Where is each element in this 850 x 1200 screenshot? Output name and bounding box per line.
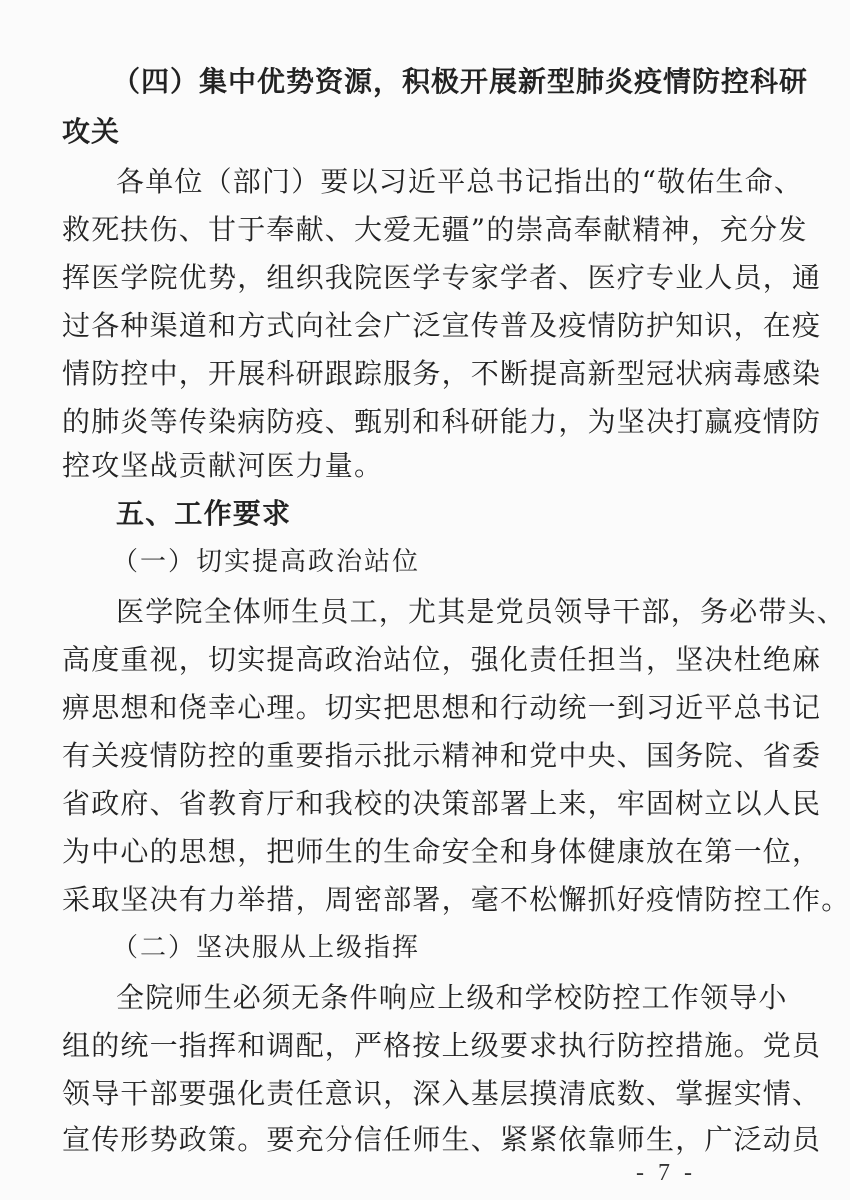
- section4-para-line1: 各单位（部门）要以习近平总书记指出的“敬佑生命、: [116, 165, 804, 198]
- section4-heading-line2: 攻关: [62, 115, 121, 148]
- section4-heading-line1: （四）集中优势资源，积极开展新型肺炎疫情防控科研: [112, 65, 809, 98]
- section4-para-line4: 过各种渠道和方式向社会广泛宣传普及疫情防护知识，在疫: [62, 309, 822, 342]
- section4-para-line2: 救死扶伤、甘于奉献、大爱无疆”的崇高奉献精神，充分发: [62, 213, 808, 246]
- section5-para1-line4: 有关疫情防控的重要指示批示精神和党中央、国务院、省委: [62, 739, 822, 772]
- section5-para1-line3: 痹思想和侥幸心理。切实把思想和行动统一到习近平总书记: [62, 691, 822, 724]
- section5-para1-line5: 省政府、省教育厅和我校的决策部署上来，牢固树立以人民: [62, 787, 822, 820]
- section5-para2-line3: 领导干部要强化责任意识，深入基层摸清底数、掌握实情、: [62, 1077, 822, 1110]
- section4-para-line5: 情防控中，开展科研跟踪服务，不断提高新型冠状病毒感染: [62, 357, 822, 390]
- section5-para2-line4: 宣传形势政策。要充分信任师生、紧紧依靠师生，广泛动员: [62, 1123, 822, 1156]
- section5-sub1: （一）切实提高政治站位: [112, 547, 421, 577]
- section5-para1-line2: 高度重视，切实提高政治站位，强化责任担当，坚决杜绝麻: [62, 643, 822, 676]
- section5-para1-line1: 医学院全体师生员工，尤其是党员领导干部，务必带头、: [116, 595, 847, 628]
- section5-para2-line1: 全院师生必须无条件响应上级和学校防控工作领导小: [116, 981, 788, 1014]
- section4-para-line6: 的肺炎等传染病防疫、甄别和科研能力，为坚决打赢疫情防: [62, 405, 822, 438]
- section5-para2-line2: 组的统一指挥和调配，严格按上级要求执行防控措施。党员: [62, 1029, 822, 1062]
- section4-para-line7: 控攻坚战贡献河医力量。: [62, 449, 384, 482]
- section5-title: 五、工作要求: [116, 497, 292, 530]
- section5-para1-line6: 为中心的思想，把师生的生命安全和身体健康放在第一位，: [62, 835, 822, 868]
- section4-para-line3: 挥医学院优势，组织我院医学专家学者、医疗专业人员，通: [62, 261, 822, 294]
- section5-sub2: （二）坚决服从上级指挥: [112, 933, 421, 963]
- section5-para1-line7: 采取坚决有力举措，周密部署，毫不松懈抓好疫情防控工作。: [62, 883, 850, 916]
- page-number: - 7 -: [636, 1160, 696, 1186]
